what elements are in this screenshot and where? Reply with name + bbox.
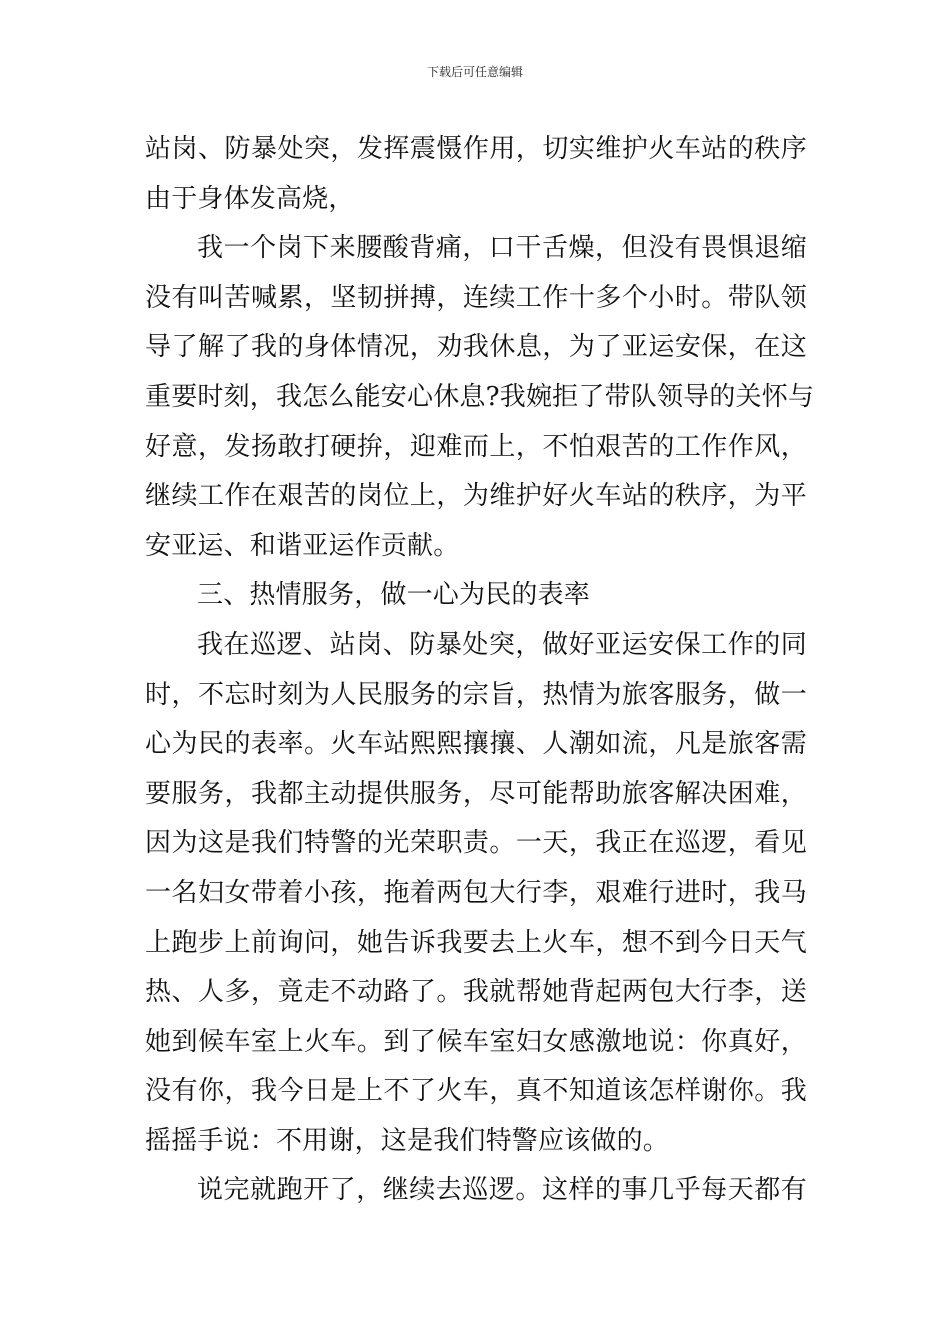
text-line: 心为民的表率。火车站熙熙攘攘、人潮如流，凡是旅客需 (145, 729, 807, 760)
text-line: 导了解了我的身体情况，劝我休息，为了亚运安保，在这 (145, 332, 807, 363)
text-line: 要服务，我都主动提供服务，尽可能帮助旅客解决困难， (145, 778, 807, 809)
text-line: 安亚运、和谐亚运作贡献。 (145, 530, 460, 561)
text-line: 由于身体发高烧， (145, 183, 355, 214)
text-line: 因为这是我们特警的光荣职责。一天，我正在巡逻，看见 (145, 828, 807, 859)
text-line: 没有你，我今日是上不了火车，真不知道该怎样谢你。我 (145, 1076, 807, 1107)
text-line: 站岗、防暴处突，发挥震慑作用，切实维护火车站的秩序 (145, 134, 807, 164)
text-line: 重要时刻，我怎么能安心休息?我婉拒了带队领导的关怀与 (145, 381, 815, 412)
text-line: 好意，发扬敢打硬拚，迎难而上，不怕艰苦的工作作风， (145, 431, 807, 462)
text-line: 摇摇手说：不用谢，这是我们特警应该做的。 (145, 1125, 670, 1156)
text-line: 继续工作在艰苦的岗位上，为维护好火车站的秩序，为平 (145, 481, 807, 512)
paragraph-first-line: 我一个岗下来腰酸背痛，口干舌燥，但没有畏惧退缩 (197, 233, 807, 264)
text-line: 上跑步上前询问，她告诉我要去上火车，想不到今日天气 (145, 927, 807, 958)
paragraph-first-line: 说完就跑开了，继续去巡逻。这样的事几乎每天都有 (197, 1175, 807, 1206)
document-body (145, 125, 815, 1216)
text-line: 一名妇女带着小孩，拖着两包大行李，艰难行进时，我马 (145, 877, 807, 908)
text-line: 没有叫苦喊累，坚韧拼搏，连续工作十多个小时。带队领 (145, 282, 807, 313)
page-header: 下载后可任意编辑 (426, 65, 523, 79)
text-line: 她到候车室上火车。到了候车室妇女感激地说：你真好， (145, 1026, 807, 1057)
text-line: 时，不忘时刻为人民服务的宗旨，热情为旅客服务，做一 (145, 679, 807, 710)
paragraph-first-line: 我在巡逻、站岗、防暴处突，做好亚运安保工作的同 (197, 629, 807, 660)
section-heading: 三、热情服务，做一心为民的表率 (197, 580, 591, 611)
text-line: 热、人多，竟走不动路了。我就帮她背起两包大行李，送 (145, 977, 807, 1008)
